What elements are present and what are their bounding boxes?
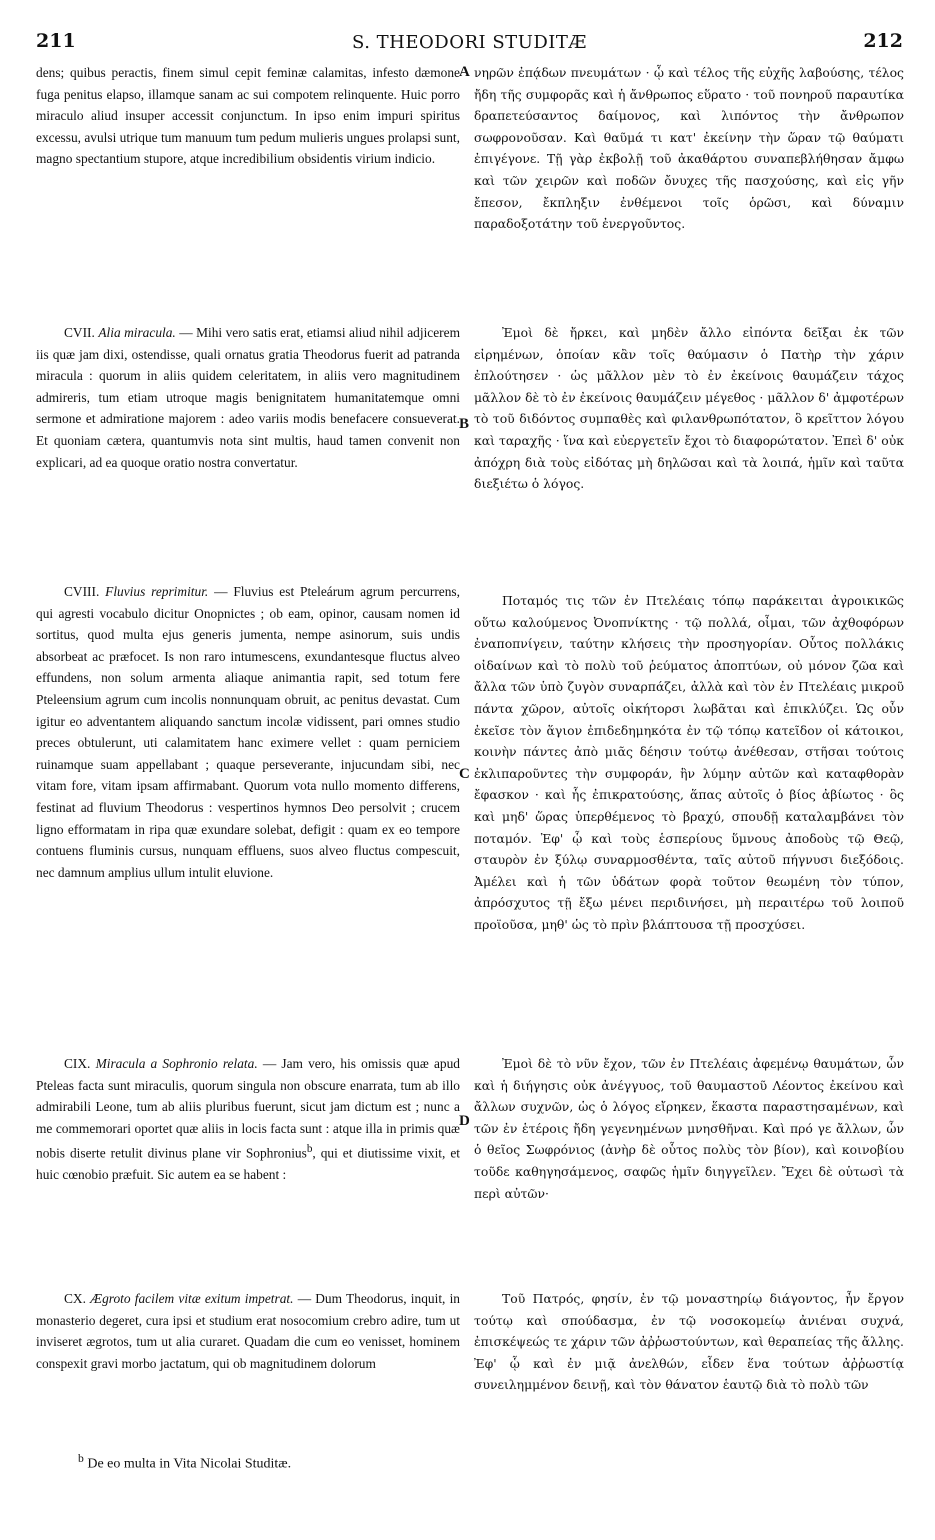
greek-text-3: Ποταμός τις τῶν ἐν Πτελέαις τόπῳ παράκειται ἀγροικικῶς οὕτω καλούμενος Ὀνοπνίκτης · τῷ πολλά, οἶμαι, τῶν ἀχθοφόρων ἐναποπνίγειν, ταύτην κλήσεις τὴν προσηγορίαν. Οὗτος πολλάκις οἰδαίνων καὶ τὸ πολὺ τοῦ ῥεύματος ἀποπτύων, οὐ μόνον ζῶα καὶ ἄλλα τῶν ὑπὸ ζυγὸν συναρπάζει, ἀλλὰ καὶ τὸν ἐν Πτελέαις μικροῦ πάντα χῶρον, αὐτοῖς οἰκήτορσι λωβᾶται καὶ ἐπικλύζει. Ὡς οὖν ἐκεῖσε τὸν ἅγιον ἐπιδεδημηκότα ἐν τῷ τόπῳ κατεῖδον οἱ κάτοικοι, κοινὴν πάντες ἀπὸ μιᾶς δέησιν τούτῳ ἀνέθεσαν, στῆσαι τούτοις ἐκλιπαροῦντες τὴν συμφοράν, ἣν λύμην αὐτῶν καὶ καταφθορὰν ἔφασκον · καὶ ἧς ἐπικρατούσης, ἅπας αὐτοῖς ὁ βίος ἀβίωτος · ὃς καὶ μηδ' ὥρας ὑπερθέμενος τὸ βραχύ, σπουδῇ καταλαμβάνει τὸν ποταμόν. Ἐφ' ᾧ καὶ τοὺς ἑσπερίους ὕμνους ἀποδοὺς τῷ Θεῷ, σταυρὸν ἐν ξύλῳ συναρμοσθέντα, ταῖς αὐτοῦ πήγνυσι διεξόδοις. Ἀμέλει καὶ ἡ τῶν ὑδάτων φορὰ τοῦτον θεωμένη τὸν τύπον, ἀπρόσχυτος τῇ ἔξω μένει περιδινήσει, μὴ περαιτέρω τοῦ λοιποῦ προϊοῦσα, μηθ' ὡς τὸ πρὶν βλάπτουσα τῇ προσχύσει. [474,593,904,932]
marker-c: C [459,766,470,782]
section-title: Alia miracula. [98,325,176,340]
section-number: CIX. [64,1056,91,1071]
section-text-tail: , qui et diutissime vixit, et huic cœnobio præfuit. Sic autem ea se habent : [36,1145,460,1183]
left-page-number: 211 [36,30,76,52]
right-page-number: 212 [863,30,903,52]
footnote [78,1452,291,1473]
greek-text-5: Τοῦ Πατρός, φησίν, ἐν τῷ μοναστηρίῳ διάγοντος, ἦν ἔργον τούτῳ καὶ σπούδασμα, ἐν τῷ νοσοκομείῳ ἀνιέναι συχνά, ἐπισκέψεώς τε χάριν τῶν ἀῤῥωστούντων, καὶ θεραπείας τῆς ἄλλης. Ἐφ' ᾧ καὶ ἐν μιᾷ ἀνελθών, εἶδεν ἕνα τούτων ἀῤῥωστίᾳ συνειλημμένον δεινῇ, καὶ τὸν θάνατον ἑαυτῷ διὰ τὸ πολὺ τῶν [474,1291,904,1393]
marker-b: B [459,416,470,432]
running-title: S. THEODORI STUDITÆ [352,32,587,53]
greek-text-4: Ἐμοὶ δὲ τὸ νῦν ἔχον, τῶν ἐν Πτελέαις ἀφεμένῳ θαυμάτων, ὧν καὶ ἡ διήγησις οὐκ ἀνέγγυος, τοῦ θαυμαστοῦ Λέοντος ἐκείνου καὶ ἄλλων συχνῶν, ὡς ὁ λόγος εἴρηκεν, ἕκαστα παραστησαμένων, καὶ τῶν ἐν ἑτέροις ἤδη γεγενημένων μνησθῆναι. Καὶ πρό γε ἄλλων, ὧν ὁ θεῖος Σωφρόνιος (ἀνὴρ δὲ οὗτος πολὺς τὸν βίον), καὶ κοινοβίου τοῦδε καθηγησάμενος, σαφῶς ἡμῖν διηγγεῖλεν. Ἔχει δὲ οὑτωσὶ τὰ περὶ αὐτῶν· [474,1056,904,1201]
greek-paragraph-3 [474,590,904,936]
latin-paragraph-cx [36,1288,460,1374]
greek-text-2: Ἐμοὶ δὲ ἤρκει, καὶ μηδὲν ἄλλο εἰπόντα δεῖξαι ἐκ τῶν εἰρημένων, ὁποίαν κἂν τοῖς θαύμασιν ὁ Πατὴρ τὴν χάριν ἐπλούτησεν · ὡς μᾶλλον μὲν τὸ ἐν ἐκείνοις θαυμάζειν τάχος μᾶλλον δὲ τὸ ἐν ἐκείνοις θαυμάζειν μέγεθος · μᾶλλον δ' ἀμφοτέρων τὸ τοῦ διδόντος συμπαθὲς καὶ φιλανθρωπότατον, ὃ κρεῖττον λόγου καὶ ταραχῆς · ἵνα καὶ εὐεργετεῖν ἔχοι τὸ διαφορώτατον. Ἐπεὶ δ' οὐκ ἀπόχρη διὰ τοὺς εἰδότας μὴ δηλῶσαι καὶ τὰ λοιπά, ἡμῖν καὶ ταῦτα διεξιέτω ὁ λόγος. [474,325,904,492]
section-title: Fluvius reprimitur. [105,584,209,599]
section-text: — Dum Theodorus, inquit, in monasterio degeret, cura ipsi et studium erat nosocomium crebro adire, tum ut inviseret ægrotos, tum ut alia curaret. Quadam die cum eo venisset, hominem conspexit gravi morbo jactatum, qui ob magnitudinem dolorum [36,1291,460,1371]
section-number: CVIII. [64,584,100,599]
marker-a: A [459,64,470,80]
section-text: — Fluvius est Pteleárum agrum percurrens, qui agresti vocabulo dicitur Onopnictes ; ob eam, opinor, causam nomen id sortitus, quod multa ejus generis jumenta, nempe asinorum, suis undis absorbeat ac præfocet. Is non raro intumescens, exundantesque fluctus alveo effundens, non solum armenta aliaque animantia rapit, sed totum fere Pteleensium agrum cum incolis nonnunquam obruit, ac penitus devastat. Cum igitur eo adventantem aliquando sanctum incolæ vidissent, pari omnes studio preces obtulerunt, uti calamitatem hanc eximere vellet : quam perniciem ruinamque suam appellabant ; quaque perseverante, injucundam sibi, nec vitam fore, vitam ipsam affirmabant. Quorum vota nullo momento differens, festinat ad fluvium Theodorus : vespertinos hymnos Deo persolvit ; crucem ligno efformatam in ripa quæ exundare solebat, defigit : quam ex eo tempore contuens fluminis cursus, nunquam effluens, suos alveo fluctus compescuit, nec damnum amplius ullum intulit eluvione. [36,584,460,880]
footnote-text: De eo multa in Vita Nicolai Studitæ. [87,1456,292,1472]
section-text: — Jam vero, his omissis quæ apud Pteleas facta sunt miraculis, quorum singula non obscure enarrata, tum ab illo admirabili Leone, tum ab aliis pluribus fuerunt, sicut jam dictum est ; nunc a me commemorari oportet quæ aliis in locis facta sunt : atque illa in primis quæ nobis diserte retulit divinus plane vir Sophronius [36,1056,460,1161]
marker-d: D [459,1113,470,1129]
greek-text-1: νηρῶν ἐπᾴδων πνευμάτων · ᾧ καὶ τέλος τῆς εὐχῆς λαβούσης, τέλος ἤδη τῆς συμφορᾶς καὶ ἡ ἄνθρωπος εὕρατο · τοῦ πονηροῦ παραυτίκα δραπετεύσαντος δαίμονος, καὶ λιπόντος τὴν ἄνθρωπον σωφρονοῦσαν. Καὶ θαῦμά τι κατ' ἐκείνην τὴν ὥραν τῷ θαύματι ἐπιγέγονε. Τῇ γὰρ ἐκβολῇ τοῦ ἀκαθάρτου συναπεβλήθησαν ἄμφω καὶ τῶν χειρῶν καὶ ποδῶν ὄνυχες τῆς πασχούσης, καὶ εἰς γῆν ἔπεσον, ἔκπληξιν ἐνθέμενοι τοῖς ὁρῶσι, καὶ δύναμιν παραδοξοτάτην τοῦ ἐνεργοῦντος. [474,65,904,232]
footnote-mark: b [78,1452,84,1465]
page-header [36,30,903,56]
greek-paragraph-2 [474,322,904,495]
section-text: — Mihi vero satis erat, etiamsi aliud nihil adjicerem iis quæ jam dixi, ostendisse, quali ornatus gratia Theodorus fuerit ad patranda miracula : quorum in aliis quidem celeritatem, in aliis vero magnitudinem admireris, tum etiam utroque magis benignitatem humanitatemque omni sermone et admiratione majorem : adeo variis modis benefacere consueverat. Et quoniam cætera, quantumvis nota sint multis, haud tamen convenit non explicari, ad ea quoque oratio nostra convertatur. [36,325,461,470]
greek-paragraph-5 [474,1288,904,1396]
section-title: Miracula a Sophronio relata. [95,1056,258,1071]
footnote-reference: b [306,1143,313,1156]
greek-paragraph-1 [474,62,904,235]
section-number: CVII. [64,325,95,340]
section-title: Ægroto facilem vitæ exitum impetrat. [90,1291,294,1306]
section-number: CX. [64,1291,86,1306]
latin-paragraph-1 [36,62,460,170]
greek-paragraph-4 [474,1053,904,1204]
latin-paragraph-cix [36,1053,460,1186]
latin-paragraph-cvii [36,322,460,473]
latin-paragraph-cviii [36,581,460,883]
latin-text-1: dens; quibus peractis, finem simul cepit feminæ calamitas, infesto dæmone fuga penitus elapso, illamque sanam ac sui compotem relinquente. Huic porro miraculo aliud insuper accessit conjunctum. In ipso enim impuri spiritus excessu, avulsi utrique tum manuum tum pedum mulieris ungues prolapsi sunt, magno spectantium stupore, atque incredibilium obsidentis virium indicio. [36,65,460,167]
